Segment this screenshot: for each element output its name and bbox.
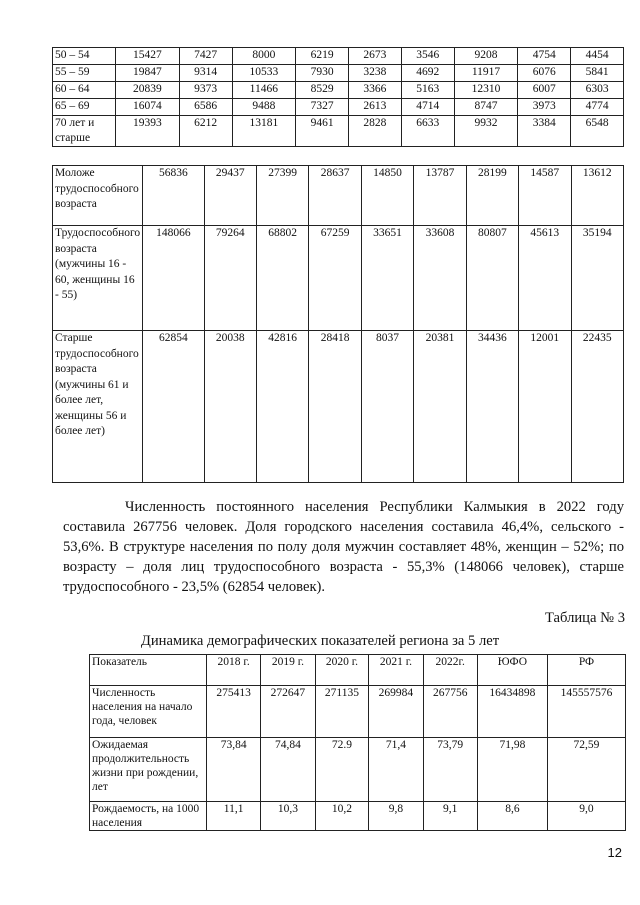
table-cell: 7327 [296,99,349,116]
demographic-dynamics-table [89,654,626,831]
table-cell: 10,2 [315,802,369,831]
table-cell: 33651 [361,226,413,331]
row-label: 60 – 64 [53,82,116,99]
row-label: Старше трудоспособного возраста (мужчины 61 и более лет, женщины 56 и более лет) [53,331,143,483]
table-row [53,82,624,99]
row-label: Трудоспособного возраста (мужчины 16 - 60, женщины 16 - 55) [53,226,143,331]
table-cell: 80807 [466,226,518,331]
table-cell: 4774 [571,99,624,116]
table-cell: 272647 [261,686,315,738]
table-cell: 67259 [309,226,361,331]
table-cell: 10,3 [261,802,315,831]
table-row [90,802,626,831]
table-cell: 7427 [179,48,232,65]
table-cell: 28199 [466,166,518,226]
table-cell: 148066 [143,226,204,331]
table-number: Таблица № 3 [545,610,625,626]
row-label: Численность населения на начало года, человек [90,686,207,738]
table-cell: 6303 [571,82,624,99]
table-cell: 14850 [361,166,413,226]
table-cell: 6586 [179,99,232,116]
table-cell: 56836 [143,166,204,226]
row-label: Ожидаемая продолжительность жизни при рождении, лет [90,738,207,802]
table-cell: 12310 [454,82,518,99]
table-cell: 22435 [571,331,624,483]
table-cell: 5163 [401,82,454,99]
table-cell: 71,4 [369,738,423,802]
table-cell: 4714 [401,99,454,116]
table-cell: 269984 [369,686,423,738]
table-cell: 6007 [518,82,571,99]
row-label: 55 – 59 [53,65,116,82]
table-cell: 16434898 [477,686,547,738]
table-cell: 11917 [454,65,518,82]
table-cell: 79264 [204,226,256,331]
table-cell: 8037 [361,331,413,483]
table-cell: 4454 [571,48,624,65]
table-title: Динамика демографических показателей региона за 5 лет [140,633,500,649]
table-cell: 45613 [519,226,571,331]
table-row [90,738,626,802]
table-cell: 3973 [518,99,571,116]
table-cell: 13612 [571,166,624,226]
table-cell: 68802 [256,226,308,331]
table-cell: 27399 [256,166,308,226]
column-header: Показатель [90,655,207,686]
table-cell: 8,6 [477,802,547,831]
table-row [53,116,624,147]
table-cell: 145557576 [547,686,625,738]
table-cell: 9,1 [423,802,477,831]
table-cell: 9,0 [547,802,625,831]
table-cell: 20381 [414,331,466,483]
table-cell: 4754 [518,48,571,65]
table-cell: 12001 [519,331,571,483]
table-row [53,65,624,82]
table-cell: 28418 [309,331,361,483]
table-cell: 73,84 [207,738,261,802]
table-cell: 9373 [179,82,232,99]
column-header: РФ [547,655,625,686]
table-cell: 13181 [232,116,296,147]
table-row [53,99,624,116]
table-cell: 5841 [571,65,624,82]
table-cell: 3546 [401,48,454,65]
table-row [53,331,624,483]
column-header: 2018 г. [207,655,261,686]
row-label: 65 – 69 [53,99,116,116]
table-cell: 8529 [296,82,349,99]
table-cell: 19847 [116,65,180,82]
table-cell: 20038 [204,331,256,483]
table-cell: 2613 [349,99,402,116]
age-group-table [52,47,624,147]
table-cell: 9488 [232,99,296,116]
table-cell: 62854 [143,331,204,483]
table-cell: 34436 [466,331,518,483]
column-header: ЮФО [477,655,547,686]
table-cell: 16074 [116,99,180,116]
row-label: 70 лет и старше [53,116,116,147]
table-cell: 72.9 [315,738,369,802]
table-cell: 74,84 [261,738,315,802]
table-row [90,686,626,738]
table-cell: 13787 [414,166,466,226]
page-number: 12 [607,845,622,860]
table-cell: 15427 [116,48,180,65]
table-cell: 33608 [414,226,466,331]
table-cell: 6548 [571,116,624,147]
column-header: 2019 г. [261,655,315,686]
table-cell: 35194 [571,226,624,331]
table-header-row [90,655,626,686]
table-cell: 267756 [423,686,477,738]
table-cell: 28637 [309,166,361,226]
table-cell: 11466 [232,82,296,99]
table-cell: 10533 [232,65,296,82]
row-label: Моложе трудоспособного возраста [53,166,143,226]
table-row [53,48,624,65]
table-cell: 9461 [296,116,349,147]
working-age-table [52,165,624,483]
table-cell: 7930 [296,65,349,82]
table-cell: 6633 [401,116,454,147]
table-cell: 9932 [454,116,518,147]
table-cell: 20839 [116,82,180,99]
table-cell: 8000 [232,48,296,65]
table-cell: 2673 [349,48,402,65]
table-cell: 9314 [179,65,232,82]
table-cell: 73,79 [423,738,477,802]
table-row [53,226,624,331]
table-cell: 19393 [116,116,180,147]
population-paragraph [63,497,624,597]
table-cell: 11,1 [207,802,261,831]
table-cell: 3366 [349,82,402,99]
table-cell: 9,8 [369,802,423,831]
table-cell: 3384 [518,116,571,147]
table-cell: 4692 [401,65,454,82]
table-cell: 2828 [349,116,402,147]
table-cell: 72,59 [547,738,625,802]
row-label: 50 – 54 [53,48,116,65]
column-header: 2021 г. [369,655,423,686]
table-cell: 71,98 [477,738,547,802]
column-header: 2022г. [423,655,477,686]
table-cell: 6219 [296,48,349,65]
table-cell: 6212 [179,116,232,147]
table-cell: 14587 [519,166,571,226]
table-cell: 29437 [204,166,256,226]
row-label: Рождаемость, на 1000 населения [90,802,207,831]
table-cell: 6076 [518,65,571,82]
paragraph-text: Численность постоянного населения Республики Калмыкия в 2022 году составила 267756 человек. Доля городского населения составила 46,4%, сельского - 53,6%. В структуре населения по полу доля мужчин составляет 48%, женщин – 52%; по возрасту – доля лиц трудоспособного возраста - 55,3% (148066 человек), старше трудоспособного - 23,5% (62854 человек). [63,499,624,595]
table-cell: 271135 [315,686,369,738]
table-cell: 3238 [349,65,402,82]
table-cell: 8747 [454,99,518,116]
table-cell: 9208 [454,48,518,65]
column-header: 2020 г. [315,655,369,686]
table-cell: 42816 [256,331,308,483]
table-cell: 275413 [207,686,261,738]
table-row [53,166,624,226]
